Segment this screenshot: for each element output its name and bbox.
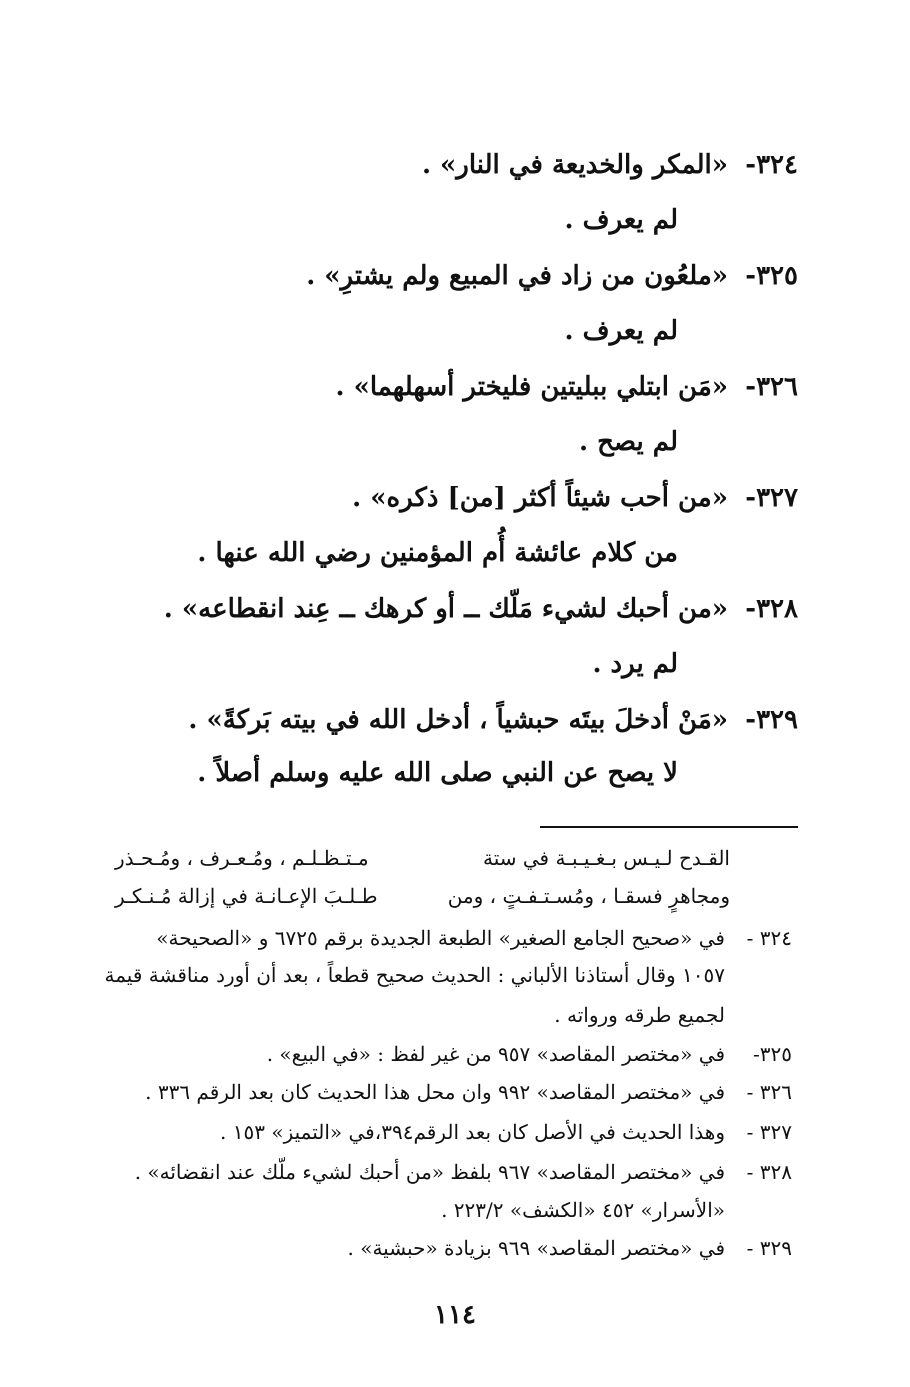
footnote-number: ٣٢٤ - [746, 926, 792, 950]
footnote-line: في «صحيح الجامع الصغير» الطبعة الجديدة برقم ٦٧٢٥ و «الصحيحة» [156, 926, 725, 950]
entry-number: ٣٢٦- [745, 372, 798, 402]
footnote-line: في «مختصر المقاصد» ٩٩٢ وان محل هذا الحديث كان بعد الرقم ٣٣٦ . [145, 1080, 725, 1104]
entry-comment: لم يعرف . [564, 205, 678, 235]
entry-comment: لم يرد . [592, 649, 678, 679]
entry-text: «من أحب شيئاً أكثر [من] ذكره» . [352, 483, 728, 513]
entry-number: ٣٢٩- [745, 705, 798, 735]
footnote-line: في «مختصر المقاصد» ٩٥٧ من غير لفظ : «في البيع» . [266, 1042, 725, 1066]
footnote-divider [540, 826, 798, 828]
verse-line1-left: مـتـظـلـم ، ومُـعـرف ، ومُـحـذر [115, 846, 369, 870]
footnote-number: ٣٢٧ - [746, 1120, 792, 1144]
entry-number: ٣٢٤- [745, 150, 798, 180]
footnote-number: ٣٢٨ - [746, 1160, 792, 1184]
entry-number: ٣٢٥- [745, 261, 798, 291]
footnote-line: في «مختصر المقاصد» ٩٦٧ بلفظ «من أحبك لشيء ملّك عند انقضائه» . [134, 1160, 725, 1184]
entry-number: ٣٢٧- [745, 483, 798, 513]
entry-number: ٣٢٨- [745, 594, 798, 624]
verse-line2-right: ومجاهرٍ فسقـا ، ومُسـتـفـتٍ ، ومن [447, 884, 730, 908]
verse-line1-right: القـدح لـيـس بـغـيـبـة في ستة [482, 846, 730, 870]
entry-comment: لم يصح . [579, 427, 678, 457]
entry-text: «ملعُون من زاد في المبيع ولم يشترِ» . [306, 261, 728, 291]
footnote-number: ٣٢٩ - [746, 1236, 792, 1260]
entry-comment: لم يعرف . [564, 316, 678, 346]
footnote-line: ١٠٥٧ وقال أستاذنا الألباني : الحديث صحيح قطعاً ، بعد أن أورد مناقشة قيمة [104, 963, 725, 987]
entry-text: «من أحبك لشيء مَلّك ــ أو كرهك ــ عِند انقطاعه» . [163, 594, 728, 624]
page-number: ١١٤ [434, 1300, 476, 1330]
footnote-number: ٣٢٥- [753, 1042, 792, 1066]
entry-text: «مَن ابتلي ببليتين فليختر أسهلهما» . [335, 372, 728, 402]
entry-comment: لا يصح عن النبي صلى الله عليه وسلم أصلاً . [197, 758, 678, 788]
footnote-number: ٣٢٦ - [746, 1080, 792, 1104]
footnote-line: وهذا الحديث في الأصل كان بعد الرقم٣٩٤،في «التميز» ١٥٣ . [220, 1120, 725, 1144]
footnote-line: لجميع طرقه ورواته . [554, 1003, 725, 1027]
footnote-line: «الأسرار» ٤٥٢ «الكشف» ٢٢٣/٢ . [441, 1198, 725, 1222]
verse-line2-left: طـلـبَ الإعـانـة في إزالة مُـنـكـر [115, 884, 378, 908]
entry-text: «المكر والخديعة في النار» . [421, 150, 728, 180]
footnote-line: في «مختصر المقاصد» ٩٦٩ بزيادة «حبشية» . [347, 1236, 725, 1260]
entry-comment: من كلام عائشة أُم المؤمنين رضي الله عنها . [197, 538, 678, 568]
entry-text: «مَنْ أدخلَ بيتَه حبشياً ، أدخل الله في بيته بَركةً» . [188, 705, 728, 735]
